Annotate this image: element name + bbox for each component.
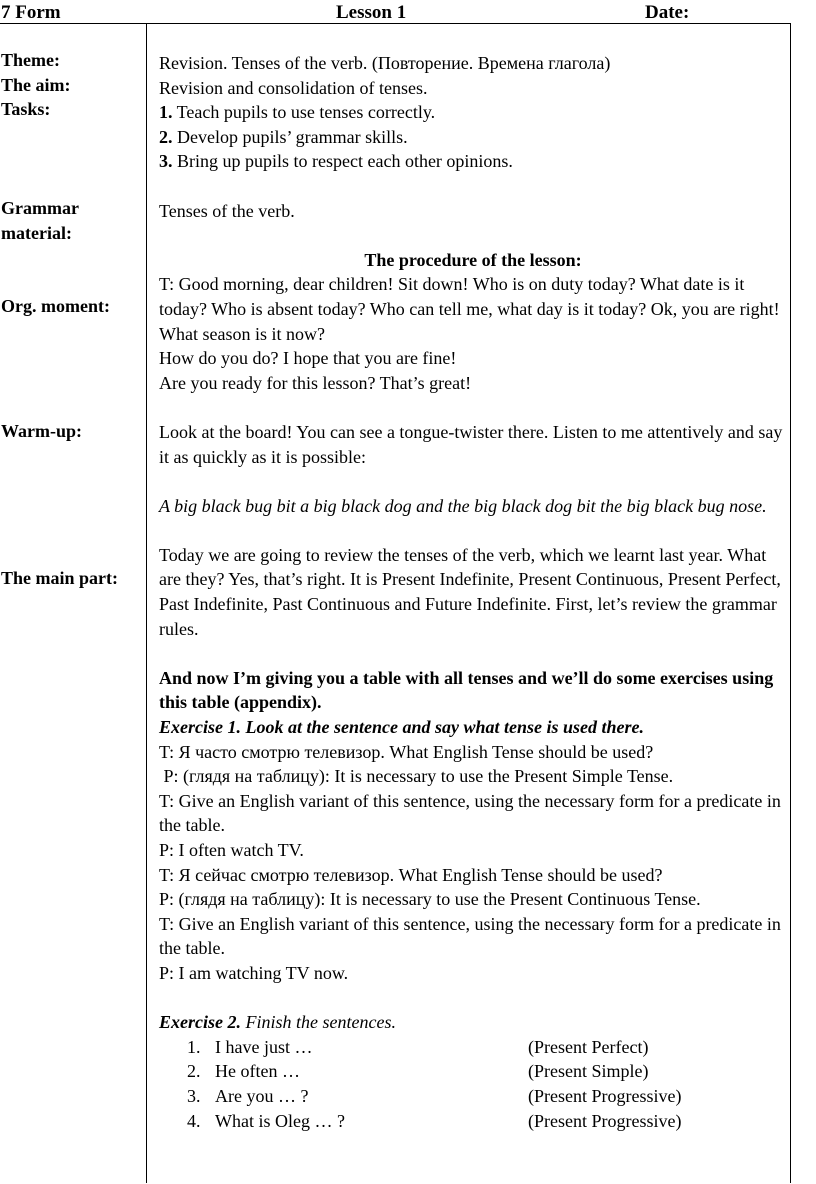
tasks-label: Tasks: [1, 99, 51, 119]
list-item [159, 1084, 787, 1109]
column-divider [146, 23, 147, 1183]
task-item [159, 149, 787, 174]
task-number: 2. [159, 126, 173, 147]
org-line: How do you do? I hope that you are fine! [159, 348, 457, 369]
item-number: 3. [187, 1085, 201, 1106]
tongue-twister: A big black bug bit a big black dog and the big black dog bit the big black bug nose. [159, 495, 767, 516]
main-part-label: The main part: [1, 568, 118, 588]
theme-label: Theme: [1, 50, 60, 70]
exercise-2-instruction: Finish the sentences. [240, 1012, 396, 1033]
task-text: Develop pupils’ grammar skills. [172, 126, 408, 147]
warmup-text: Look at the board! You can see a tongue-twister there. Listen to me attentively and say it as quickly as it is possible: [159, 421, 783, 467]
org-line: Are you ready for this lesson? That’s great! [159, 372, 472, 393]
grammar-label: Grammar [1, 198, 79, 218]
item-tense: (Present Perfect) [528, 1036, 649, 1057]
table-intro: And now I’m giving you a table with all tenses and we’ll do some exercises using this table (appendix). [159, 667, 774, 713]
dialogue-line: P: (глядя на таблицу): It is necessary to use the Present Continuous Tense. [159, 889, 701, 910]
dialogue-line: T: Я сейчас смотрю телевизор. What English Tense should be used? [159, 864, 663, 885]
item-text: I have just … [215, 1036, 313, 1057]
list-item [159, 1035, 787, 1060]
lesson-content [159, 51, 787, 1133]
item-text: What is Oleg … ? [215, 1110, 345, 1131]
dialogue-line: T: Я часто смотрю телевизор. What English Tense should be used? [159, 741, 654, 762]
list-item [159, 1059, 787, 1084]
task-text: Teach pupils to use tenses correctly. [172, 102, 436, 123]
task-number: 3. [159, 151, 173, 172]
item-text: He often … [215, 1061, 300, 1082]
item-text: Are you … ? [215, 1085, 309, 1106]
task-text: Bring up pupils to respect each other opinions. [172, 151, 513, 172]
exercise-2-label: Exercise 2. [159, 1012, 241, 1033]
theme-text: Revision. Tenses of the verb. (Повторение. Времена глагола) [159, 53, 611, 73]
date-label: Date: [645, 2, 690, 23]
list-item [159, 1109, 787, 1134]
org-line: T: Good morning, dear children! Sit down! Who is on duty today? What date is it today? Who is absent today? Who can tell me, what day is it today? Ok, you are right! What season is it now? [159, 274, 780, 344]
aim-label: The aim: [1, 75, 71, 95]
item-number: 4. [187, 1110, 201, 1131]
item-number: 2. [187, 1061, 201, 1082]
task-number: 1. [159, 102, 173, 123]
table-right-border [790, 23, 791, 1183]
warmup-label: Warm-up: [1, 421, 82, 441]
lesson-label: Lesson 1 [336, 2, 407, 23]
task-item [159, 125, 787, 150]
item-tense: (Present Simple) [528, 1061, 649, 1082]
task-item [159, 100, 787, 125]
main-intro: Today we are going to review the tenses of the verb, which we learnt last year. What are they? Yes, that’s right. It is Present Indefinite, Present Continuous, Present Perfect, Past Indefinite, Past Continuous and Future Indefinite. First, let’s review the grammar rules. [159, 544, 781, 639]
dialogue-line: T: Give an English variant of this sentence, using the necessary form for a predicate in the table. [159, 913, 781, 959]
grammar-label-2: material: [1, 223, 72, 243]
exercise-1-title: Exercise 1. Look at the sentence and say what tense is used there. [159, 717, 644, 738]
dialogue-line: P: I am watching TV now. [159, 962, 349, 983]
item-tense: (Present Progressive) [528, 1085, 682, 1106]
exercise-2-list [159, 1035, 787, 1133]
procedure-title: The procedure of the lesson: [364, 249, 582, 270]
org-moment-label: Org. moment: [1, 296, 110, 316]
aim-text: Revision and consolidation of tenses. [159, 77, 428, 98]
exercise-2-title [159, 1010, 787, 1035]
dialogue-line: P: I often watch TV. [159, 840, 304, 860]
item-number: 1. [187, 1036, 201, 1057]
grammar-text: Tenses of the verb. [159, 200, 295, 221]
item-tense: (Present Progressive) [528, 1110, 682, 1131]
dialogue-line: T: Give an English variant of this sentence, using the necessary form for a predicate in the table. [159, 790, 781, 836]
dialogue-line: P: (глядя на таблицу): It is necessary to use the Present Simple Tense. [159, 766, 674, 787]
form-label: 7 Form [1, 2, 61, 23]
